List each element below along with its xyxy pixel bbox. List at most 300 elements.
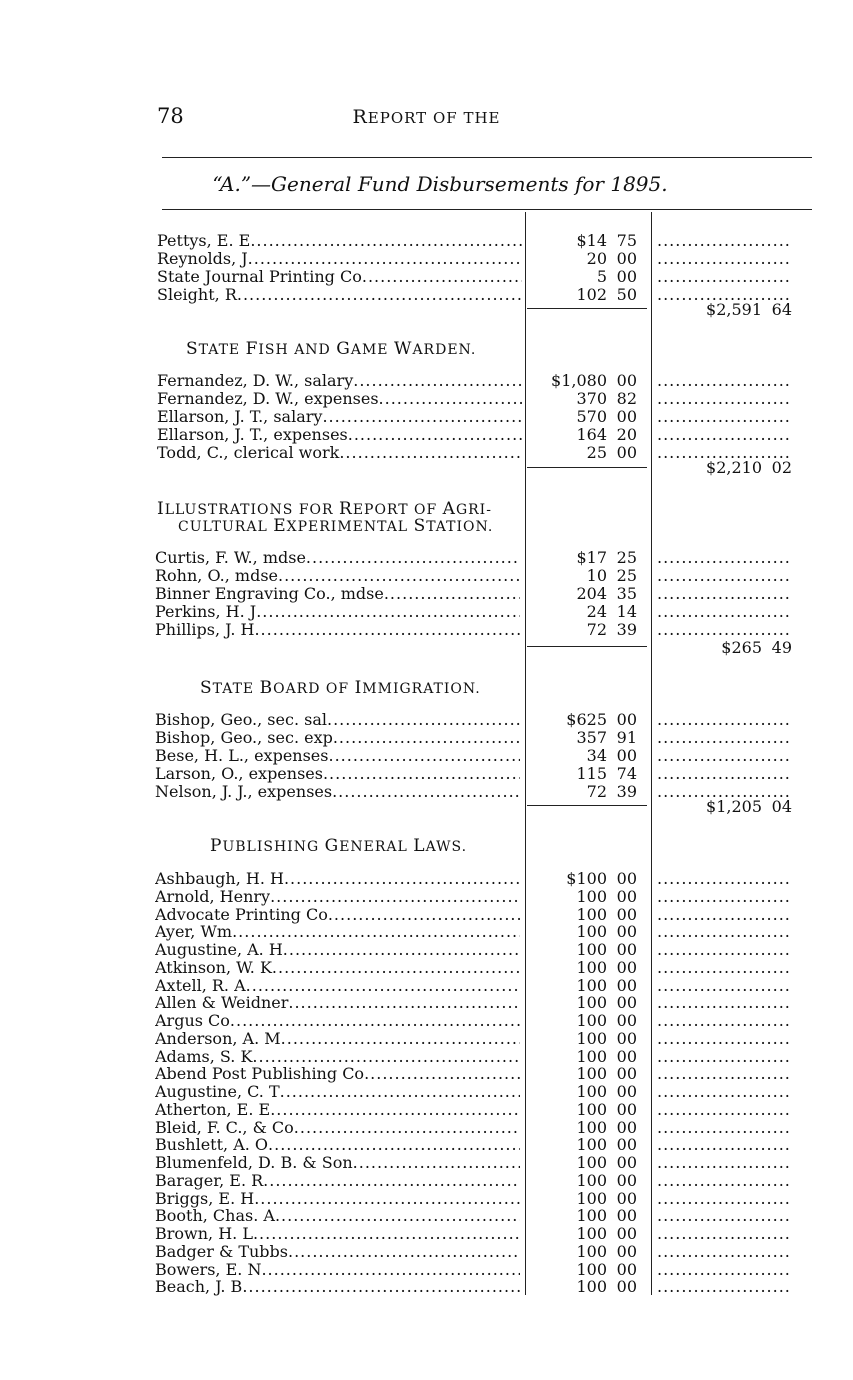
payee-name [157,250,522,268]
amount [525,1083,637,1101]
amount-cents: 00 [616,940,637,959]
payee-name-text: Phillips, J. H [155,621,255,639]
payee-name [155,1048,520,1066]
leader-dots [339,444,522,462]
ledger-row [0,1030,853,1048]
total-column-leader [657,1225,792,1243]
payee-name [155,906,520,924]
payee-name-text: Rohn, O., mdse [155,567,278,585]
leader-dots [332,783,520,801]
ledger-row [0,585,853,603]
payee-name [155,783,520,801]
amount-cents: 00 [616,1082,637,1101]
total-column-leader [657,1243,792,1261]
payee-name-text: Perkins, H. J [155,603,257,621]
subtotal-rule [527,467,647,468]
ledger-row [0,941,853,959]
page-number: 78 [157,104,184,128]
amount [525,1101,637,1119]
payee-name [157,268,522,286]
amount-dollars: 72 [586,620,607,639]
leader-dots [384,585,520,603]
amount-cents: 00 [616,905,637,924]
ledger-row [0,232,853,250]
amount-dollars: 100 [576,1011,607,1030]
amount [525,250,637,268]
amount [525,1243,637,1261]
ledger-row [0,426,853,444]
section-total-dollars: $2,210 [706,458,762,477]
payee-name [157,390,522,408]
payee-name [155,603,520,621]
leader-dots [261,1261,520,1279]
leader-dots [280,1083,520,1101]
leader-dots [288,994,520,1012]
section-total-dollars: $265 [721,638,762,657]
amount [525,567,637,585]
amount-dollars: $1,080 [551,371,607,390]
total-column-leader [657,941,792,959]
payee-name-text: Advocate Printing Co [155,906,328,924]
payee-name-text: Todd, C., clerical work [157,444,340,462]
amount-dollars: 100 [576,1153,607,1172]
payee-name-text: Fernandez, D. W., expenses [157,390,379,408]
payee-name [155,1101,520,1119]
leader-dots [252,1048,520,1066]
payee-name [155,1172,520,1190]
amount-dollars: 100 [576,922,607,941]
amount-dollars: 72 [586,782,607,801]
leader-dots [281,1030,520,1048]
payee-name [155,923,520,941]
section-total-cents: 02 [771,458,792,477]
payee-name-text: Axtell, R. A [155,977,246,995]
amount [525,783,637,801]
amount [525,1207,637,1225]
total-column-leader [657,959,792,977]
amount [525,372,637,390]
payee-name-text: Ayer, Wm [155,923,233,941]
payee-name [155,1065,520,1083]
amount-dollars: 100 [576,1082,607,1101]
amount-dollars: 370 [576,389,607,408]
total-column-leader [657,1030,792,1048]
amount-cents: 00 [616,1047,637,1066]
payee-name [155,1083,520,1101]
amount-dollars: 100 [576,1189,607,1208]
ledger-row [0,603,853,621]
payee-name-text: Bishop, Geo., sec. exp [155,729,333,747]
section-total-cents: 49 [771,638,792,657]
amount-cents: 00 [616,249,637,268]
total-column-leader [657,923,792,941]
payee-name [157,232,522,250]
ledger-row [0,959,853,977]
payee-name [157,408,522,426]
ledger-row [0,1278,853,1296]
leader-dots [333,729,520,747]
leader-dots [254,1190,520,1208]
amount [525,268,637,286]
payee-name [155,1030,520,1048]
amount-cents: 00 [616,993,637,1012]
amount [525,621,637,639]
total-column-leader [657,1048,792,1066]
leader-dots [237,286,522,304]
amount-dollars: $17 [576,548,607,567]
payee-name [155,1136,520,1154]
subtotal-rule [527,805,647,806]
amount-dollars: 570 [576,407,607,426]
amount-cents: 39 [616,782,637,801]
total-column-leader [657,747,792,765]
amount-cents: 00 [616,958,637,977]
payee-name-text: Reynolds, J [157,250,248,268]
amount-cents: 00 [616,1242,637,1261]
amount-dollars: 100 [576,1260,607,1279]
amount [525,408,637,426]
amount-dollars: 100 [576,1029,607,1048]
total-column-leader [657,372,792,390]
leader-dots [232,923,520,941]
amount-dollars: $625 [566,710,607,729]
amount [525,390,637,408]
ledger-row [0,1119,853,1137]
section-heading: PUBLISHING GENERAL LAWS. [210,836,468,856]
payee-name-text: Ellarson, J. T., salary [157,408,323,426]
payee-name [155,959,520,977]
amount-cents: 00 [616,1064,637,1083]
payee-name-text: Larson, O., expenses [155,765,323,783]
amount-cents: 25 [616,548,637,567]
ledger-row [0,1243,853,1261]
total-column-leader [657,1261,792,1279]
leader-dots [284,870,520,888]
total-column-leader [657,1119,792,1137]
ledger-row [0,765,853,783]
amount [525,444,637,462]
amount-cents: 00 [616,887,637,906]
amount [525,1225,637,1243]
amount-cents: 20 [616,425,637,444]
ledger-row [0,268,853,286]
leader-dots [306,549,520,567]
payee-name [155,888,520,906]
leader-dots [250,232,522,250]
amount-dollars: 357 [576,728,607,747]
amount-dollars: 100 [576,1206,607,1225]
section-heading: ILLUSTRATIONS FOR REPORT OF AGRI- [157,499,492,519]
payee-name-text: Bowers, E. N [155,1261,262,1279]
leader-dots [268,1136,520,1154]
amount-cents: 00 [616,267,637,286]
amount-dollars: 25 [586,443,607,462]
amount-cents: 74 [616,764,637,783]
ledger-row [0,408,853,426]
running-head [0,106,853,128]
total-column-leader [657,232,792,250]
total-column-leader [657,906,792,924]
amount-dollars: 115 [576,764,607,783]
ledger-row [0,1154,853,1172]
payee-name [155,729,520,747]
amount-cents: 00 [616,1029,637,1048]
section-heading-continued: CULTURAL EXPERIMENTAL STATION. [178,516,494,536]
leader-dots [230,1012,520,1030]
payee-name-text: Beach, J. B [155,1278,243,1296]
ledger-row [0,977,853,995]
amount-dollars: 100 [576,1064,607,1083]
amount-cents: 00 [616,1011,637,1030]
amount-cents: 00 [616,746,637,765]
payee-name-text: Bishop, Geo., sec. sal [155,711,327,729]
payee-name-text: Argus Co [155,1012,230,1030]
amount [525,888,637,906]
amount-dollars: 100 [576,905,607,924]
payee-name [155,549,520,567]
amount [525,729,637,747]
amount-dollars: 204 [576,584,607,603]
leader-dots [253,1225,520,1243]
total-column-leader [657,729,792,747]
amount [525,1278,637,1296]
amount-cents: 00 [616,1118,637,1137]
ledger-row [0,1136,853,1154]
amount-cents: 00 [616,1135,637,1154]
total-column-leader [657,1065,792,1083]
payee-name [155,1154,520,1172]
amount-cents: 00 [616,710,637,729]
amount [525,1065,637,1083]
leader-dots [242,1278,520,1296]
payee-name-text: Bushlett, A. O [155,1136,269,1154]
payee-name [155,1012,520,1030]
payee-name-text: Anderson, A. M [155,1030,281,1048]
section-total [652,638,792,657]
payee-name [155,1261,520,1279]
amount-cents: 00 [616,976,637,995]
amount [525,923,637,941]
amount [525,870,637,888]
ledger-row [0,923,853,941]
leader-dots [362,268,522,286]
payee-name [155,747,520,765]
payee-name [155,585,520,603]
payee-name [155,977,520,995]
ledger-row [0,1207,853,1225]
ledger-row [0,549,853,567]
amount-cents: 14 [616,602,637,621]
amount-cents: 75 [616,231,637,250]
total-column-leader [657,1136,792,1154]
leader-dots [364,1065,520,1083]
payee-name-text: Ashbaugh, H. H [155,870,284,888]
amount-dollars: 100 [576,1135,607,1154]
amount-dollars: 100 [576,940,607,959]
amount [525,426,637,444]
ledger-row [0,1225,853,1243]
total-column-leader [657,567,792,585]
payee-name [155,621,520,639]
payee-name [157,286,522,304]
payee-name-text: Adams, S. K [155,1048,253,1066]
ledger-row [0,372,853,390]
payee-name [155,1119,520,1137]
ledger-row [0,711,853,729]
amount-cents: 82 [616,389,637,408]
amount-dollars: 100 [576,887,607,906]
amount-cents: 00 [616,1153,637,1172]
amount-dollars: 164 [576,425,607,444]
amount-cents: 00 [616,1260,637,1279]
leader-dots [275,1207,520,1225]
leader-dots [353,1154,520,1172]
total-column-leader [657,1012,792,1030]
payee-name-text: Arnold, Henry [155,888,271,906]
caption-rule [162,209,812,210]
amount [525,1012,637,1030]
payee-name-text: Bese, H. L., expenses [155,747,329,765]
payee-name-text: Binner Engraving Co., mdse [155,585,384,603]
leader-dots [270,1101,520,1119]
leader-dots [256,603,520,621]
payee-name [155,1225,520,1243]
total-column-leader [657,1083,792,1101]
subtotal-rule [527,646,647,647]
amount-dollars: 100 [576,1171,607,1190]
total-column-leader [657,585,792,603]
leader-dots [327,711,520,729]
ledger-row [0,1083,853,1101]
amount-dollars: 100 [576,958,607,977]
amount-cents: 00 [616,407,637,426]
payee-name [155,941,520,959]
section-total-cents: 64 [771,300,792,319]
leader-dots [288,1243,520,1261]
payee-name [155,1190,520,1208]
payee-name [155,567,520,585]
amount [525,1136,637,1154]
total-column-leader [657,549,792,567]
leader-dots [270,888,520,906]
total-column-leader [657,888,792,906]
ledger-row [0,1261,853,1279]
leader-dots [348,426,522,444]
amount-dollars: 102 [576,285,607,304]
payee-name [155,711,520,729]
ledger-row [0,390,853,408]
section-total [652,458,792,477]
ledger-row [0,729,853,747]
ledger-row [0,250,853,268]
payee-name [157,444,522,462]
amount [525,747,637,765]
amount-cents: 00 [616,1189,637,1208]
payee-name [155,1243,520,1261]
payee-name [155,765,520,783]
payee-name-text: Augustine, C. T [155,1083,280,1101]
amount-cents: 00 [616,1206,637,1225]
section-heading: STATE BOARD OF IMMIGRATION. [200,678,481,698]
ledger-row [0,906,853,924]
payee-name-text: State Journal Printing Co [157,268,362,286]
section-total-cents: 04 [771,797,792,816]
amount-cents: 50 [616,285,637,304]
payee-name-text: Sleight, R [157,286,237,304]
total-column-leader [657,1154,792,1172]
leader-dots [278,567,520,585]
ledger-row [0,1048,853,1066]
leader-dots [283,941,520,959]
ledger-row [0,994,853,1012]
payee-name-text: Barager, E. R [155,1172,264,1190]
total-column-leader [657,390,792,408]
payee-name [157,372,522,390]
total-column-leader [657,1190,792,1208]
ledger-row [0,621,853,639]
leader-dots [246,977,520,995]
total-column-leader [657,1101,792,1119]
amount-cents: 00 [616,869,637,888]
payee-name-text: Bleid, F. C., & Co [155,1119,294,1137]
leader-dots [379,390,522,408]
amount [525,1030,637,1048]
total-column-leader [657,268,792,286]
amount [525,959,637,977]
amount-dollars: 5 [596,267,607,286]
amount-dollars: $100 [566,869,607,888]
payee-name-text: Booth, Chas. A [155,1207,275,1225]
leader-dots [328,747,520,765]
total-column-leader [657,603,792,621]
top-rule [162,157,812,158]
leader-dots [323,765,520,783]
section-total-dollars: $2,591 [706,300,762,319]
amount [525,1154,637,1172]
payee-name-text: Allen & Weidner [155,994,289,1012]
amount-cents: 35 [616,584,637,603]
ledger-row [0,870,853,888]
amount-dollars: 100 [576,1277,607,1296]
amount [525,286,637,304]
amount-cents: 00 [616,922,637,941]
ledger-row [0,1012,853,1030]
total-column-leader [657,1207,792,1225]
ledger-row [0,1172,853,1190]
ledger-row [0,1190,853,1208]
amount [525,1172,637,1190]
leader-dots [294,1119,520,1137]
leader-dots [353,372,522,390]
payee-name-text: Briggs, E. H [155,1190,255,1208]
amount-dollars: 100 [576,1100,607,1119]
amount-cents: 39 [616,620,637,639]
leader-dots [263,1172,520,1190]
section-total [652,300,792,319]
payee-name [155,1278,520,1296]
ledger-row [0,1101,853,1119]
amount-dollars: 100 [576,1242,607,1261]
section-total [652,797,792,816]
table-caption: “A.”—General Fund Disbursements for 1895. [212,172,668,196]
amount-cents: 00 [616,1100,637,1119]
amount [525,941,637,959]
total-column-leader [657,994,792,1012]
total-column-leader [657,1172,792,1190]
payee-name-text: Fernandez, D. W., salary [157,372,354,390]
total-column-leader [657,711,792,729]
ledger-row [0,567,853,585]
